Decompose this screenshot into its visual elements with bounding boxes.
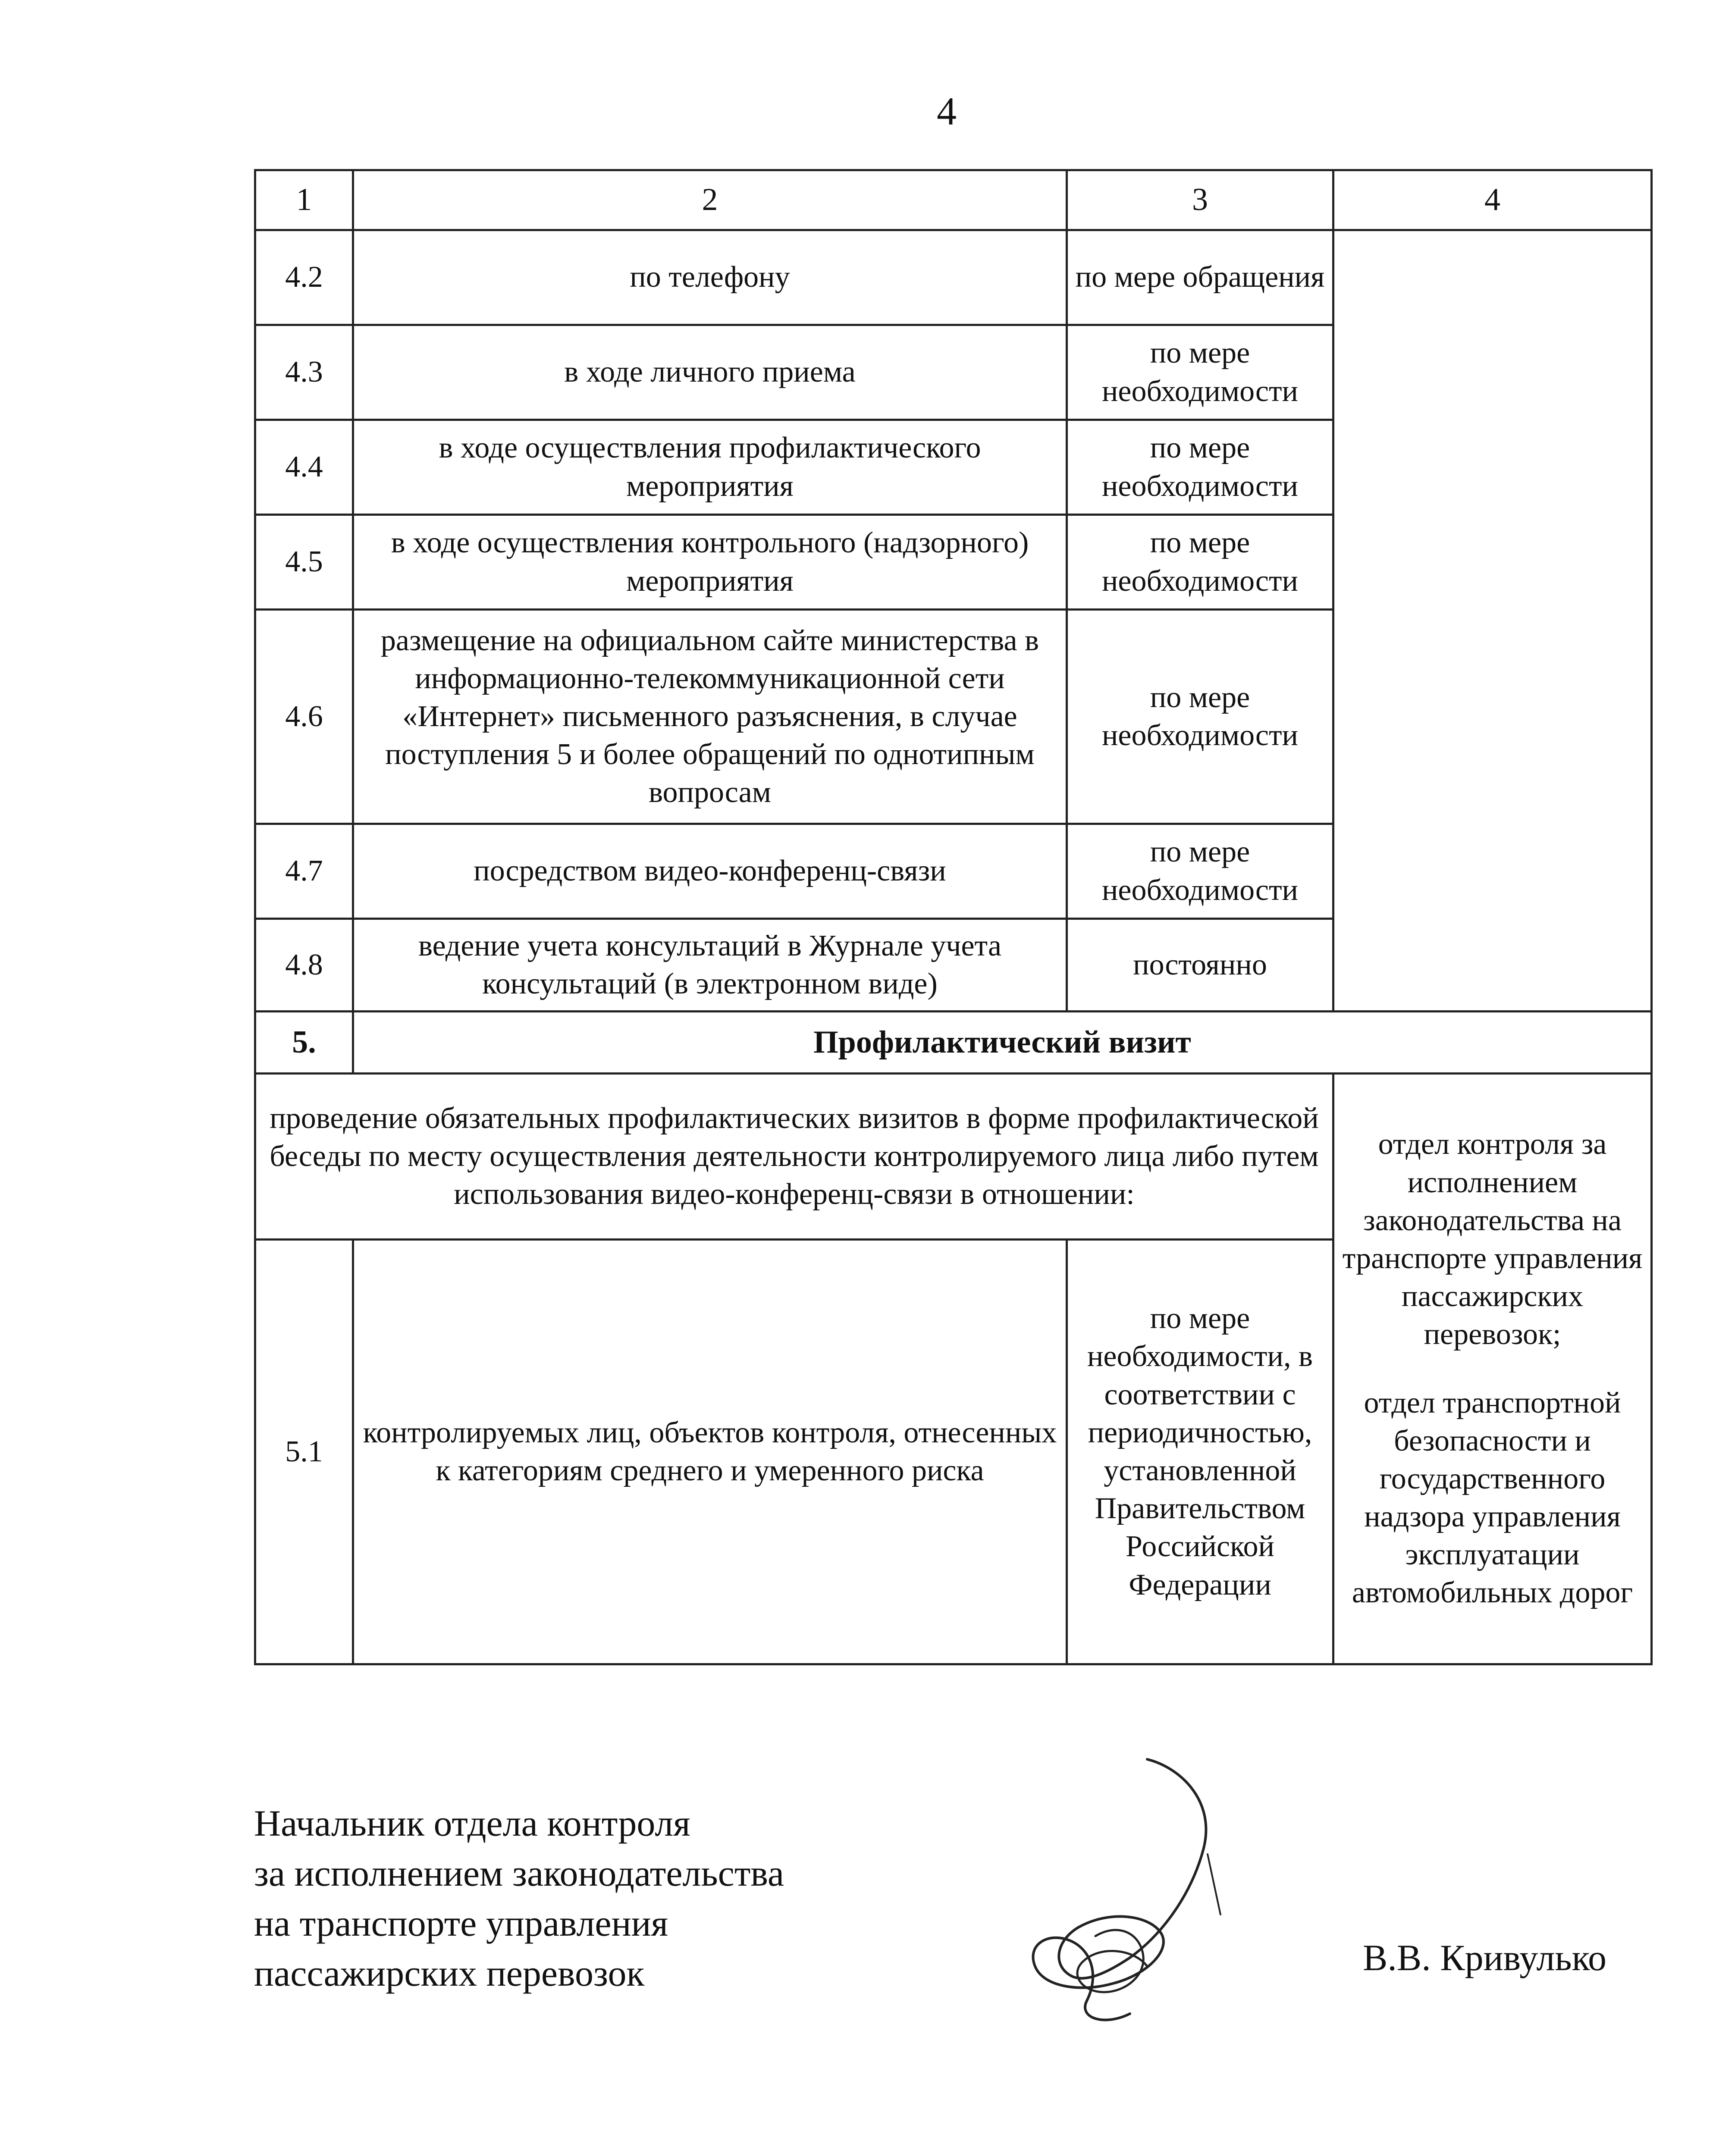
row-description: ведение учета консультаций в Журнале учета консультаций (в электронном виде) [353,919,1067,1012]
row-periodicity: по мере необходимости, в соответствии с периодичностью, установленной Правительством Российской Федерации [1067,1240,1333,1664]
page-number: 4 [937,89,957,133]
header-cell: 2 [353,170,1067,230]
header-cell: 3 [1067,170,1333,230]
row-periodicity: по мере необходимости [1067,515,1333,610]
row-description: по телефону [353,230,1067,325]
row-periodicity: по мере необходимости [1067,420,1333,515]
position-line: на транспорте управления [254,1902,668,1944]
section-number: 5. [255,1012,353,1074]
row-description: в ходе личного приема [353,325,1067,420]
row-description: размещение на официальном сайте министерства в информационно-телекоммуникационной сети «Интернет» письменного разъяснения, в случае поступления 5 и более обращений по однотипным вопросам [353,610,1067,824]
plan-table [254,169,1653,1665]
row-periodicity: по мере необходимости [1067,610,1333,824]
position-line: пассажирских перевозок [254,1952,645,1994]
row-periodicity: по мере необходимости [1067,824,1333,919]
section-title: Профилактический визит [353,1012,1652,1074]
row-periodicity: по мере обращения [1067,230,1333,325]
signer-name: В.В. Кривулько [1363,1937,1607,1978]
header-cell: 1 [255,170,353,230]
spacer [1341,1354,1644,1384]
signer-position [254,1798,784,1998]
row-number: 4.4 [255,420,353,515]
row-description: в ходе осуществления профилактического мероприятия [353,420,1067,515]
section-5-intro-row [255,1074,1652,1240]
table-row [255,230,1652,325]
position-line: за исполнением законодательства [254,1852,784,1894]
row-description: контролируемых лиц, объектов контроля, отнесенных к категориям среднего и умеренного риска [353,1240,1067,1664]
responsible-dept-2: отдел транспортной безопасности и государственного надзора управления эксплуатации автомобильных дорог [1352,1386,1633,1610]
row-periodicity: постоянно [1067,919,1333,1012]
row-number: 4.7 [255,824,353,919]
section-5-header-row [255,1012,1652,1074]
table-header-row [255,170,1652,230]
row-number: 5.1 [255,1240,353,1664]
position-line: Начальник отдела контроля [254,1802,690,1844]
row-number: 4.6 [255,610,353,824]
row-number: 4.8 [255,919,353,1012]
responsible-dept-1: отдел контроля за исполнением законодательства на транспорте управления пассажирских перевозок; [1342,1128,1643,1351]
row-description: в ходе осуществления контрольного (надзорного) мероприятия [353,515,1067,610]
header-cell: 4 [1333,170,1652,230]
row-number: 4.2 [255,230,353,325]
responsible-cell [1333,1074,1652,1664]
row-number: 4.5 [255,515,353,610]
row-number: 4.3 [255,325,353,420]
section-intro: проведение обязательных профилактических визитов в форме профилактической беседы по месту осуществления деятельности контролируемого лица либо путем использования видео-конференц-связи в отношении: [255,1074,1333,1240]
row-periodicity: по мере необходимости [1067,325,1333,420]
handwritten-signature [1018,1751,1259,2053]
row-description: посредством видео-конференц-связи [353,824,1067,919]
responsible-cell-empty [1333,230,1652,1012]
